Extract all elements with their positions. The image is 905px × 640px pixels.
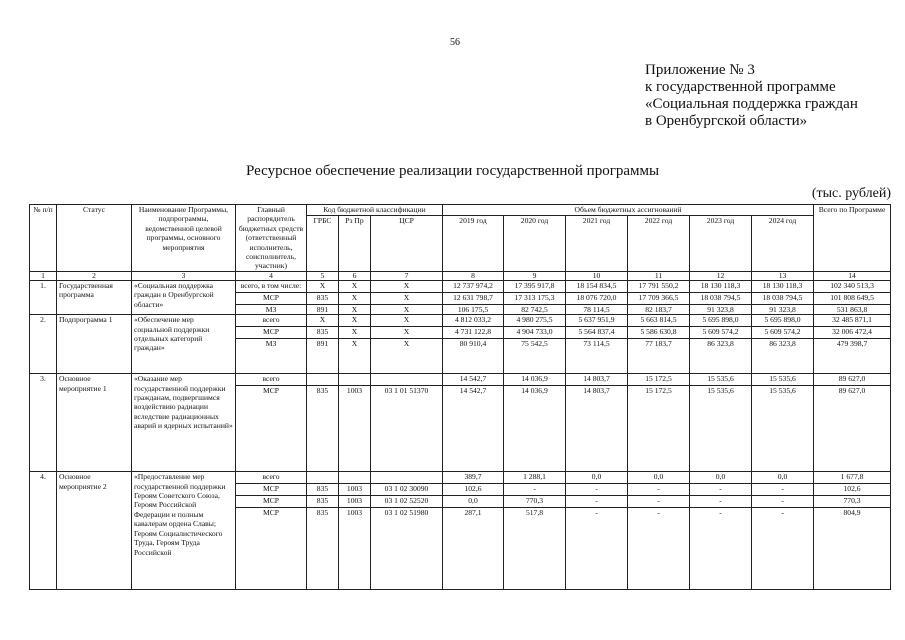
row-rzpr: X [339, 280, 371, 292]
row-grbs: 835 [307, 484, 339, 496]
row-rzpr: 1003 [339, 386, 371, 472]
row-grbs: 891 [307, 304, 339, 314]
row-year-value: 17 791 550,2 [628, 280, 690, 292]
row-grbs: 835 [307, 496, 339, 508]
appendix-line: в Оренбургской области» [645, 113, 808, 129]
row-year-value: 0,0 [628, 472, 690, 484]
column-number: 14 [814, 271, 891, 280]
row-year-value: 15 172,5 [628, 374, 690, 386]
row-admin: всего, в том числе: [236, 280, 307, 292]
row-csr: X [371, 280, 443, 292]
row-admin: всего [236, 374, 307, 386]
header-year: 2023 год [690, 215, 752, 271]
row-grbs: 835 [307, 508, 339, 590]
row-grbs: X [307, 280, 339, 292]
row-year-value: 15 535,6 [752, 374, 814, 386]
row-year-value: 18 076 720,0 [566, 292, 628, 304]
row-total-value: 32 485 871,1 [814, 315, 891, 327]
row-grbs [307, 374, 339, 386]
row-year-value: 14 803,7 [566, 386, 628, 472]
column-number: 7 [371, 271, 443, 280]
header-year: 2024 год [752, 215, 814, 271]
row-csr: X [371, 292, 443, 304]
row-year-value: 12 631 798,7 [443, 292, 504, 304]
row-year-value: 4 812 033,2 [443, 315, 504, 327]
column-number: 5 [307, 271, 339, 280]
row-year-value: 389,7 [443, 472, 504, 484]
header-num: № п/п [30, 205, 57, 272]
row-status: Подпрограмма 1 [57, 315, 132, 374]
row-year-value: 5 609 574,2 [690, 327, 752, 339]
page-number: 56 [450, 37, 460, 48]
row-grbs: 835 [307, 327, 339, 339]
row-year-value: 0,0 [690, 472, 752, 484]
header-total: Всего по Программе [814, 205, 891, 272]
row-year-value: 5 663 814,5 [628, 315, 690, 327]
row-status: Основное мероприятие 2 [57, 472, 132, 590]
row-csr [371, 472, 443, 484]
row-admin: всего [236, 315, 307, 327]
row-year-value: - [504, 484, 566, 496]
row-year-value: 78 114,5 [566, 304, 628, 314]
row-total-value: 32 006 472,4 [814, 327, 891, 339]
row-total-value: 804,9 [814, 508, 891, 590]
row-rzpr: 1003 [339, 484, 371, 496]
row-year-value: 4 731 122,8 [443, 327, 504, 339]
column-number: 3 [132, 271, 236, 280]
row-rzpr: X [339, 327, 371, 339]
row-year-value: 18 130 118,3 [690, 280, 752, 292]
row-year-value: 15 535,6 [752, 386, 814, 472]
row-year-value: - [752, 508, 814, 590]
column-number: 12 [690, 271, 752, 280]
table-row [30, 280, 891, 292]
header-rzpr: Рз Пр [339, 215, 371, 271]
row-grbs: 835 [307, 386, 339, 472]
row-year-value: 91 323,8 [690, 304, 752, 314]
row-rzpr: X [339, 315, 371, 327]
header-year: 2022 год [628, 215, 690, 271]
row-total-value: 531 863,8 [814, 304, 891, 314]
row-year-value: 12 737 974,2 [443, 280, 504, 292]
table-row [30, 472, 891, 484]
row-year-value: 5 695 898,0 [690, 315, 752, 327]
row-csr: X [371, 304, 443, 314]
row-year-value: - [690, 508, 752, 590]
row-rzpr: X [339, 292, 371, 304]
row-year-value: 18 038 794,5 [690, 292, 752, 304]
row-admin: МСР [236, 327, 307, 339]
resource-table [29, 204, 891, 590]
row-status: Государственная программа [57, 280, 132, 314]
row-year-value: - [628, 508, 690, 590]
row-grbs: X [307, 315, 339, 327]
row-csr: X [371, 339, 443, 374]
header-allocations: Объем бюджетных ассигнований [443, 205, 814, 216]
row-year-value: - [566, 508, 628, 590]
row-year-value: 287,1 [443, 508, 504, 590]
row-year-value: 770,3 [504, 496, 566, 508]
row-year-value: 86 323,8 [752, 339, 814, 374]
row-year-value: - [566, 484, 628, 496]
row-year-value: 106 175,5 [443, 304, 504, 314]
row-year-value: 77 183,7 [628, 339, 690, 374]
row-total-value: 479 398,7 [814, 339, 891, 374]
row-name: «Предоставление мер государственной поддержки Героям Советского Союза, Героям Российской Федерации и полным кавалерам ордена Славы; Героям Социалистического Труда, Героям Труда Российской [132, 472, 236, 590]
row-total-value: 101 808 649,5 [814, 292, 891, 304]
column-number: 2 [57, 271, 132, 280]
row-rzpr: X [339, 304, 371, 314]
row-csr: X [371, 327, 443, 339]
header-budget-code: Код бюджетной классификации [307, 205, 443, 216]
row-year-value: 14 542,7 [443, 386, 504, 472]
row-name: «Оказание мер государственной поддержки гражданам, подвергшимся воздействию радиации вследствие радиационных аварий и ядерных испытаний» [132, 374, 236, 472]
table-row [30, 315, 891, 327]
appendix-line: «Социальная поддержка граждан [645, 96, 858, 112]
appendix-line: к государственной программе [645, 79, 836, 95]
row-year-value: 86 323,8 [690, 339, 752, 374]
row-admin: всего [236, 472, 307, 484]
row-total-value: 1 677,8 [814, 472, 891, 484]
header-status: Статус [57, 205, 132, 272]
row-total-value: 89 627,0 [814, 386, 891, 472]
row-year-value: 15 535,6 [690, 386, 752, 472]
row-number: 1. [30, 280, 57, 314]
row-number: 3. [30, 374, 57, 472]
row-year-value: - [566, 496, 628, 508]
column-number: 6 [339, 271, 371, 280]
row-year-value: 80 910,4 [443, 339, 504, 374]
row-csr: X [371, 315, 443, 327]
row-csr: 03 1 01 51370 [371, 386, 443, 472]
row-year-value: 75 542,5 [504, 339, 566, 374]
column-number: 11 [628, 271, 690, 280]
row-year-value: 17 709 366,5 [628, 292, 690, 304]
row-year-value: 14 542,7 [443, 374, 504, 386]
row-grbs [307, 472, 339, 484]
column-number: 13 [752, 271, 814, 280]
header-year: 2019 год [443, 215, 504, 271]
row-rzpr: 1003 [339, 508, 371, 590]
row-year-value: 14 803,7 [566, 374, 628, 386]
row-year-value: - [628, 496, 690, 508]
row-year-value: 17 395 917,8 [504, 280, 566, 292]
appendix-note [645, 62, 858, 130]
row-year-value: 0,0 [443, 496, 504, 508]
row-name: «Социальная поддержка граждан в Оренбургской области» [132, 280, 236, 314]
row-year-value: 18 130 118,3 [752, 280, 814, 292]
row-admin: МЗ [236, 339, 307, 374]
column-number: 8 [443, 271, 504, 280]
header-year: 2020 год [504, 215, 566, 271]
column-number: 10 [566, 271, 628, 280]
row-year-value: 18 154 834,5 [566, 280, 628, 292]
document-title: Ресурсное обеспечение реализации государственной программы [245, 163, 660, 179]
row-admin: МСР [236, 496, 307, 508]
row-year-value: 82 742,5 [504, 304, 566, 314]
row-year-value: 517,8 [504, 508, 566, 590]
row-total-value: 770,3 [814, 496, 891, 508]
row-status: Основное мероприятие 1 [57, 374, 132, 472]
row-grbs: 835 [307, 292, 339, 304]
row-year-value: 14 036,9 [504, 374, 566, 386]
row-admin: МСР [236, 386, 307, 472]
table-row [30, 374, 891, 386]
row-year-value: 73 114,5 [566, 339, 628, 374]
header-year: 2021 год [566, 215, 628, 271]
row-rzpr: 1003 [339, 496, 371, 508]
row-year-value: 18 038 794,5 [752, 292, 814, 304]
row-year-value: 82 183,7 [628, 304, 690, 314]
row-year-value: - [690, 496, 752, 508]
row-csr: 03 1 02 52520 [371, 496, 443, 508]
row-year-value: 5 609 574,2 [752, 327, 814, 339]
row-year-value: 4 980 275,5 [504, 315, 566, 327]
header-name: Наименование Программы, подпрограммы, ведомственной целевой программы, основного мероприятия [132, 205, 236, 272]
row-year-value: 5 637 951,9 [566, 315, 628, 327]
row-year-value: 5 695 898,0 [752, 315, 814, 327]
row-year-value: 0,0 [752, 472, 814, 484]
row-year-value: 1 288,1 [504, 472, 566, 484]
row-year-value: 15 172,5 [628, 386, 690, 472]
row-name: «Обеспечение мер социальной поддержки отдельных категорий граждан» [132, 315, 236, 374]
header-csr: ЦСР [371, 215, 443, 271]
table-body [30, 280, 891, 589]
row-year-value: - [628, 484, 690, 496]
row-total-value: 102 340 513,3 [814, 280, 891, 292]
appendix-line: Приложение № 3 [645, 62, 755, 78]
row-year-value: 4 904 733,0 [504, 327, 566, 339]
row-grbs: 891 [307, 339, 339, 374]
column-number: 4 [236, 271, 307, 280]
row-number: 4. [30, 472, 57, 590]
header-grbs: ГРБС [307, 215, 339, 271]
row-csr: 03 1 02 30090 [371, 484, 443, 496]
row-year-value: 5 564 837,4 [566, 327, 628, 339]
row-year-value: - [690, 484, 752, 496]
row-year-value: 15 535,6 [690, 374, 752, 386]
row-rzpr: X [339, 339, 371, 374]
row-admin: МСР [236, 508, 307, 590]
row-admin: МСР [236, 292, 307, 304]
row-year-value: 5 586 630,8 [628, 327, 690, 339]
column-number: 9 [504, 271, 566, 280]
units-label: (тыс. рублей) [811, 186, 891, 201]
row-rzpr [339, 472, 371, 484]
row-csr [371, 374, 443, 386]
row-number: 2. [30, 315, 57, 374]
row-year-value: 0,0 [566, 472, 628, 484]
row-csr: 03 1 02 51980 [371, 508, 443, 590]
row-total-value: 102,6 [814, 484, 891, 496]
row-total-value: 89 627,0 [814, 374, 891, 386]
row-rzpr [339, 374, 371, 386]
row-year-value: - [752, 484, 814, 496]
row-admin: МСР [236, 484, 307, 496]
row-year-value: 17 313 175,3 [504, 292, 566, 304]
row-year-value: 91 323,8 [752, 304, 814, 314]
row-year-value: 102,6 [443, 484, 504, 496]
column-number: 1 [30, 271, 57, 280]
header-admin: Главный распорядитель бюджетных средств (ответственный исполнитель, соисполнитель, участник) [236, 205, 307, 272]
row-year-value: 14 036,9 [504, 386, 566, 472]
row-year-value: - [752, 496, 814, 508]
column-numbers-row [30, 271, 891, 280]
row-admin: МЗ [236, 304, 307, 314]
